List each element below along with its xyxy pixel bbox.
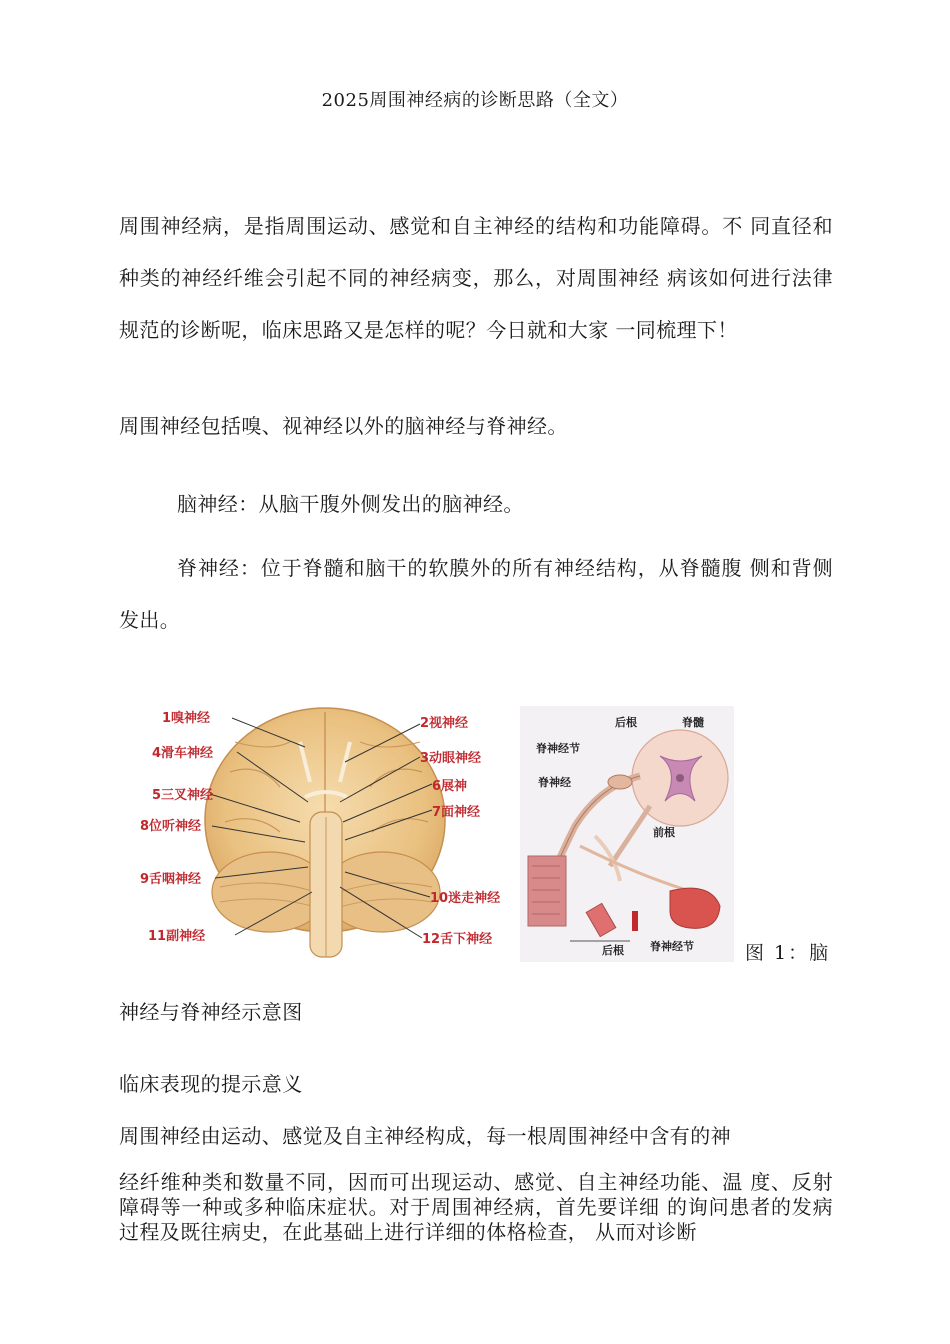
figure-caption-part2: 神经与脊神经示意图 <box>119 1000 303 1024</box>
label-cn8: 8位听神经 <box>140 819 202 834</box>
cranial-nerves-illustration <box>140 702 518 960</box>
label-spinal-nerve: 脊神经 <box>538 776 571 789</box>
spinal-nerve-paragraph: 脊神经：位于脊髓和脑干的软膜外的所有神经结构，从脊髓腹 侧和背侧发出。 <box>119 556 833 632</box>
label-cn5: 5三叉神经 <box>152 788 214 803</box>
figure-caption-part1: 图 1：脑 <box>745 942 831 964</box>
cranial-nerve-paragraph: 脑神经：从脑干腹外侧发出的脑神经。 <box>177 492 524 516</box>
intro-paragraph: 周围神经病，是指周围运动、感觉和自主神经的结构和功能障碍。不 同直径和种类的神经纤维会引起不同的神经病变，那么，对周围神经 病该如何进行法律规范的诊断呢，临床思路又是怎样的呢？今日就和大家 一同梳理下！ <box>119 214 833 342</box>
label-cn4: 4滑车神经 <box>152 746 214 761</box>
label-cn10: 10迷走神经 <box>430 891 501 906</box>
composition-paragraph: 周围神经由运动、感觉及自主神经构成，每一根周围神经中含有的神 <box>119 1124 731 1148</box>
label-posterior-root-bottom: 后根 <box>602 944 624 957</box>
clinical-paragraph: 经纤维种类和数量不同，因而可出现运动、感觉、自主神经功能、温 度、反射障碍等一种或多种临床症状。对于周围神经病，首先要详细 的询问患者的发病过程及既往病史，在此基础上进行详细的体格检查， 从而对诊断 <box>119 1170 833 1244</box>
label-cn6: 6展神 <box>432 779 468 794</box>
label-posterior-root-top: 后根 <box>615 716 637 729</box>
label-cn9: 9舌咽神经 <box>140 872 202 887</box>
label-ganglion-bottom: 脊神经节 <box>650 940 694 953</box>
label-cn2: 2视神经 <box>420 716 469 731</box>
label-cn11: 11副神经 <box>148 929 206 944</box>
scope-paragraph: 周围神经包括嗅、视神经以外的脑神经与脊神经。 <box>119 414 568 438</box>
label-spinal-cord: 脊髓 <box>682 716 704 729</box>
document-title: 2025周围神经病的诊断思路（全文） <box>321 90 629 111</box>
section-heading: 临床表现的提示意义 <box>119 1072 303 1096</box>
label-cn12: 12舌下神经 <box>422 932 493 947</box>
label-cn3: 3动眼神经 <box>420 751 482 766</box>
label-cn1: 1嗅神经 <box>162 711 211 726</box>
spinal-nerve-illustration <box>520 706 734 962</box>
label-anterior-root: 前根 <box>653 826 675 839</box>
label-cn7: 7面神经 <box>432 805 481 820</box>
label-ganglion-top: 脊神经节 <box>536 742 580 755</box>
